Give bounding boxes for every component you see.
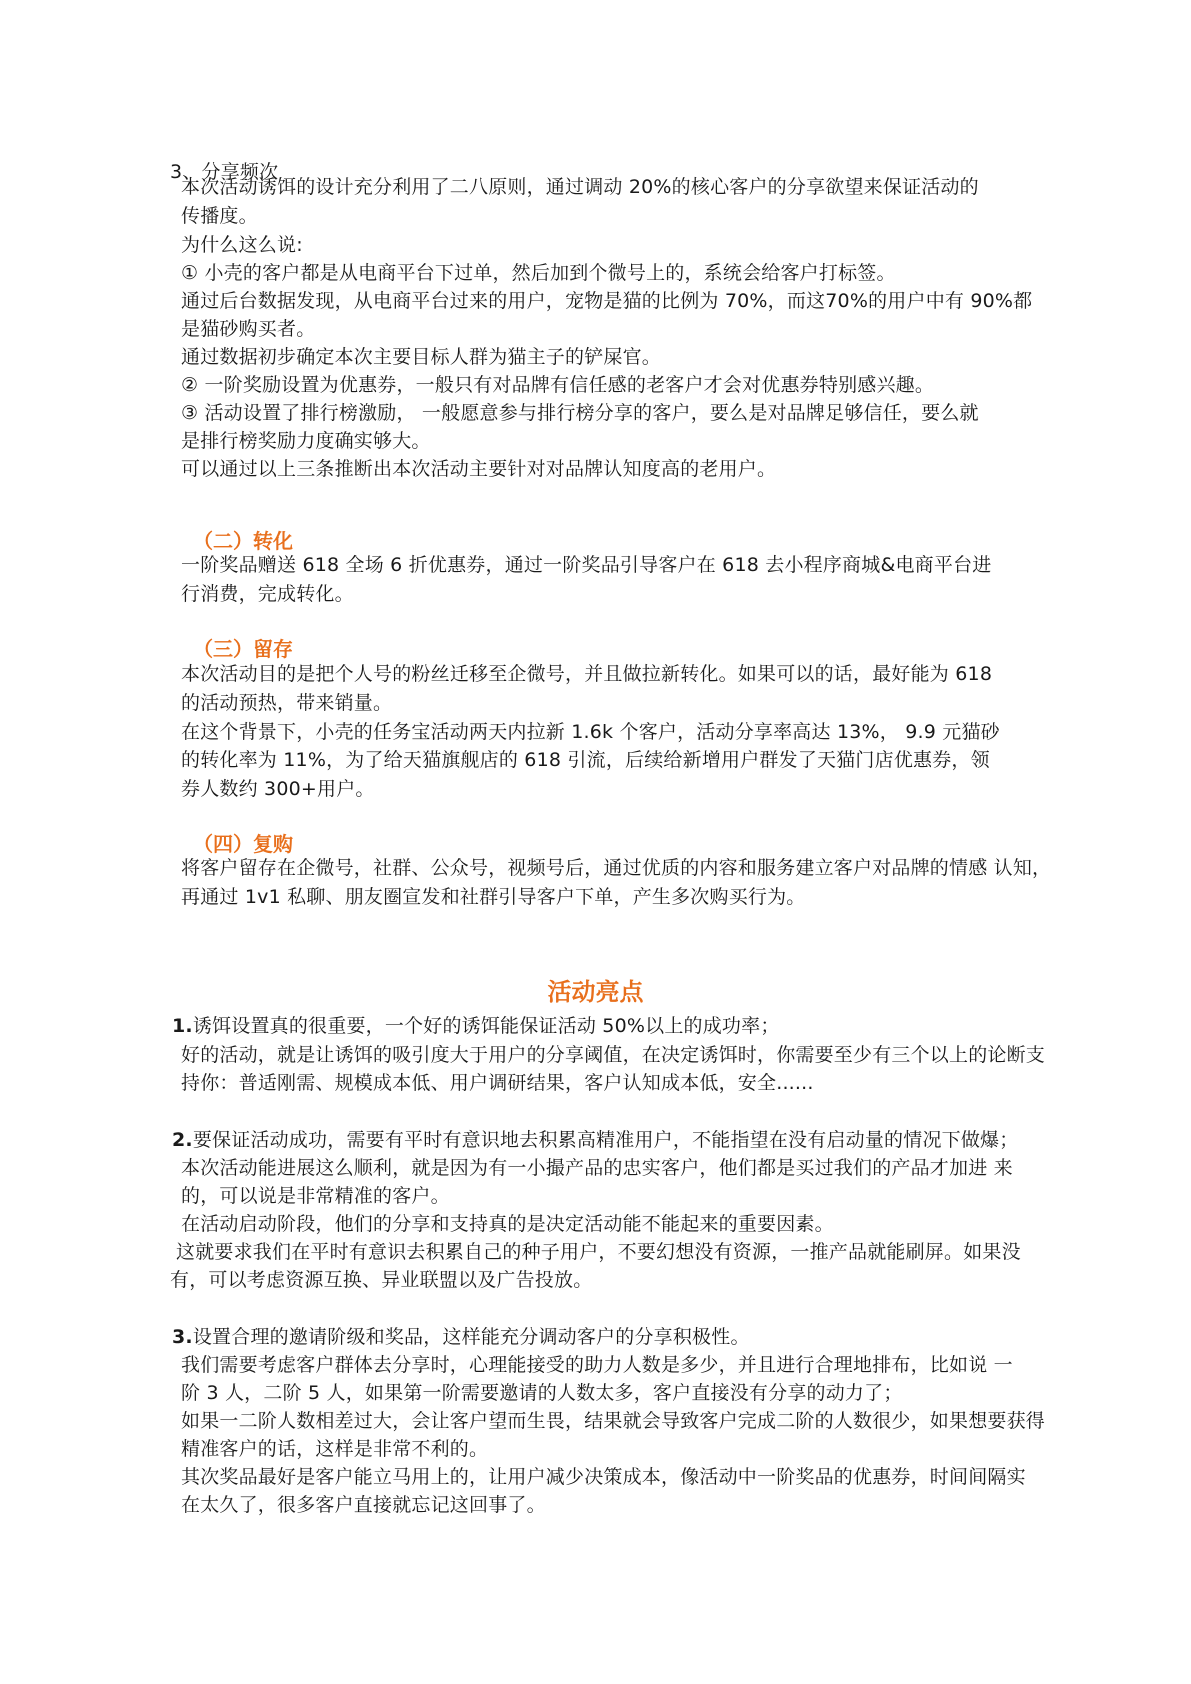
paragraph-line: 精准客户的话，这样是非常不利的。	[181, 1438, 489, 1460]
paragraph-line: 通过数据初步确定本次主要目标人群为猫主子的铲屎官。	[181, 346, 662, 368]
section-heading-retention: （三）留存	[193, 637, 293, 661]
section-heading-conversion: （二）转化	[193, 529, 293, 553]
paragraph-line: 一阶奖品赠送 618 全场 6 折优惠券，通过一阶奖品引导客户在 618 去小程序商城&电商平台进	[181, 554, 992, 576]
paragraph-line: 在太久了，很多客户直接就忘记这回事了。	[181, 1494, 546, 1516]
highlight-number: 3.	[172, 1326, 193, 1348]
paragraph-line: 再通过 1v1 私聊、朋友圈宣发和社群引导客户下单，产生多次购买行为。	[181, 886, 806, 908]
paragraph-line: 有，可以考虑资源互换、异业联盟以及广告投放。	[170, 1269, 593, 1291]
paragraph-line: 本次活动诱饵的设计充分利用了二八原则，通过调动 20%的核心客户的分享欲望来保证活动的	[181, 176, 979, 198]
paragraph-line: ③ 活动设置了排行榜激励， 一般愿意参与排行榜分享的客户，要么是对品牌足够信任，要么就	[181, 402, 979, 424]
paragraph-line: 阶 3 人，二阶 5 人，如果第一阶需要邀请的人数太多，客户直接没有分享的动力了；	[181, 1382, 903, 1404]
highlights-title: 活动亮点	[547, 978, 644, 1006]
paragraph-line: 其次奖品最好是客户能立马用上的，让用户减少决策成本，像活动中一阶奖品的优惠券，时间间隔实	[181, 1466, 1026, 1488]
paragraph-line: 持你：普适刚需、规模成本低、用户调研结果，客户认知成本低，安全......	[181, 1072, 814, 1094]
paragraph-line: 的活动预热，带来销量。	[181, 692, 393, 714]
paragraph-line: 这就要求我们在平时有意识去积累自己的种子用户，不要幻想没有资源，一推产品就能刷屏。如果没	[176, 1241, 1021, 1263]
paragraph-line: 是猫砂购买者。	[181, 318, 316, 340]
paragraph-line: 可以通过以上三条推断出本次活动主要针对对品牌认知度高的老用户。	[181, 458, 777, 480]
paragraph-line: 我们需要考虑客户群体去分享时，心理能接受的助力人数是多少，并且进行合理地排布，比如说 一	[181, 1354, 1013, 1376]
highlight-1-lead	[172, 1011, 780, 1041]
section-heading-share-frequency: 3、分享频次	[170, 161, 279, 183]
highlight-number: 1.	[172, 1015, 193, 1037]
paragraph-line: 为什么这么说:	[181, 234, 303, 256]
paragraph-line: ① 小壳的客户都是从电商平台下过单，然后加到个微号上的，系统会给客户打标签。	[181, 262, 896, 284]
paragraph-line: 在活动启动阶段，他们的分享和支持真的是决定活动能不能起来的重要因素。	[181, 1213, 834, 1235]
section-heading-repurchase: （四）复购	[193, 832, 293, 856]
paragraph-line: 行消费，完成转化。	[181, 583, 354, 605]
paragraph-line: 本次活动能进展这么顺利，就是因为有一小撮产品的忠实客户，他们都是买过我们的产品才加进 来	[181, 1157, 1013, 1179]
highlight-lead-text: 诱饵设置真的很重要，一个好的诱饵能保证活动 50%以上的成功率；	[192, 1015, 780, 1037]
paragraph-line: 的，可以说是非常精准的客户。	[181, 1185, 450, 1207]
paragraph-line: ② 一阶奖励设置为优惠券，一般只有对品牌有信任感的老客户才会对优惠券特别感兴趣。	[181, 374, 935, 396]
highlight-lead-text: 要保证活动成功，需要有平时有意识地去积累高精准用户，不能指望在没有启动量的情况下做爆；	[192, 1129, 1019, 1151]
paragraph-line: 通过后台数据发现，从电商平台过来的用户，宠物是猫的比例为 70%，而这70%的用户中有 90%都	[181, 290, 1033, 312]
paragraph-line: 本次活动目的是把个人号的粉丝迁移至企微号，并且做拉新转化。如果可以的话，最好能为 618	[181, 663, 993, 685]
paragraph-line: 券人数约 300+用户。	[181, 778, 375, 800]
paragraph-line: 将客户留存在企微号，社群、公众号，视频号后，通过优质的内容和服务建立客户对品牌的情感 认知，	[181, 857, 1052, 879]
highlight-number: 2.	[172, 1129, 193, 1151]
paragraph-line: 在这个背景下，小壳的任务宝活动两天内拉新 1.6k 个客户，活动分享率高达 13%， 9.9 元猫砂	[181, 721, 1000, 743]
highlight-2-lead	[172, 1125, 1018, 1155]
paragraph-line: 好的活动，就是让诱饵的吸引度大于用户的分享阈值，在决定诱饵时，你需要至少有三个以上的论断支	[181, 1044, 1046, 1066]
paragraph-line: 是排行榜奖励力度确实够大。	[181, 430, 431, 452]
paragraph-line: 如果一二阶人数相差过大，会让客户望而生畏，结果就会导致客户完成二阶的人数很少，如果想要获得	[181, 1410, 1046, 1432]
paragraph-line: 的转化率为 11%，为了给天猫旗舰店的 618 引流，后续给新增用户群发了天猫门店优惠券，领	[181, 749, 990, 771]
highlight-3-lead	[172, 1322, 750, 1352]
highlight-lead-text: 设置合理的邀请阶级和奖品，这样能充分调动客户的分享积极性。	[192, 1326, 750, 1348]
paragraph-line: 传播度。	[181, 205, 258, 227]
